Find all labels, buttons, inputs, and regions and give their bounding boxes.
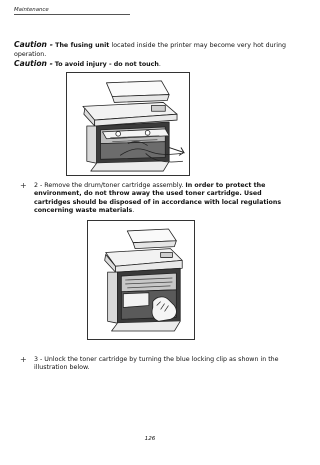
caution-hot-fuser (14, 41, 286, 60)
step-2 (20, 182, 282, 215)
caution-text: . (158, 61, 161, 68)
caution-do-not-touch (14, 60, 286, 70)
caution-text: located inside the printer may become very hot during operation. (14, 42, 286, 58)
printer-open-illustration (88, 221, 194, 339)
step-bullet-icon: + (20, 181, 27, 190)
figure-printer-open (87, 220, 195, 340)
caution-label: Caution - (14, 59, 53, 68)
step-bullet-icon: + (20, 355, 27, 364)
caution-emphasis: The fusing unit (55, 42, 110, 49)
header-rule (14, 14, 130, 15)
caution-emphasis: To avoid injury - do not touch (54, 61, 159, 68)
step-text: 3 - Unlock the toner cartridge by turning the blue locking clip as shown in the illustration below. (34, 356, 279, 372)
running-header: Maintenance (14, 7, 49, 13)
step-text (20, 182, 282, 215)
step-instruction: 2 - Remove the drum/toner cartridge assembly. (34, 182, 184, 189)
step-end: . (132, 206, 135, 214)
figure-remove-cartridge (66, 72, 190, 176)
printer-remove-cartridge-illustration (67, 73, 189, 175)
caution-label: Caution - (14, 40, 53, 49)
page-number: 126 (144, 436, 156, 442)
step-3 (20, 356, 282, 373)
environment-note: In order to protect the environment, do not throw away the used toner cartridge. Used cartridges should be disposed of in accordance with local regulations concerning waste materials (34, 182, 282, 214)
